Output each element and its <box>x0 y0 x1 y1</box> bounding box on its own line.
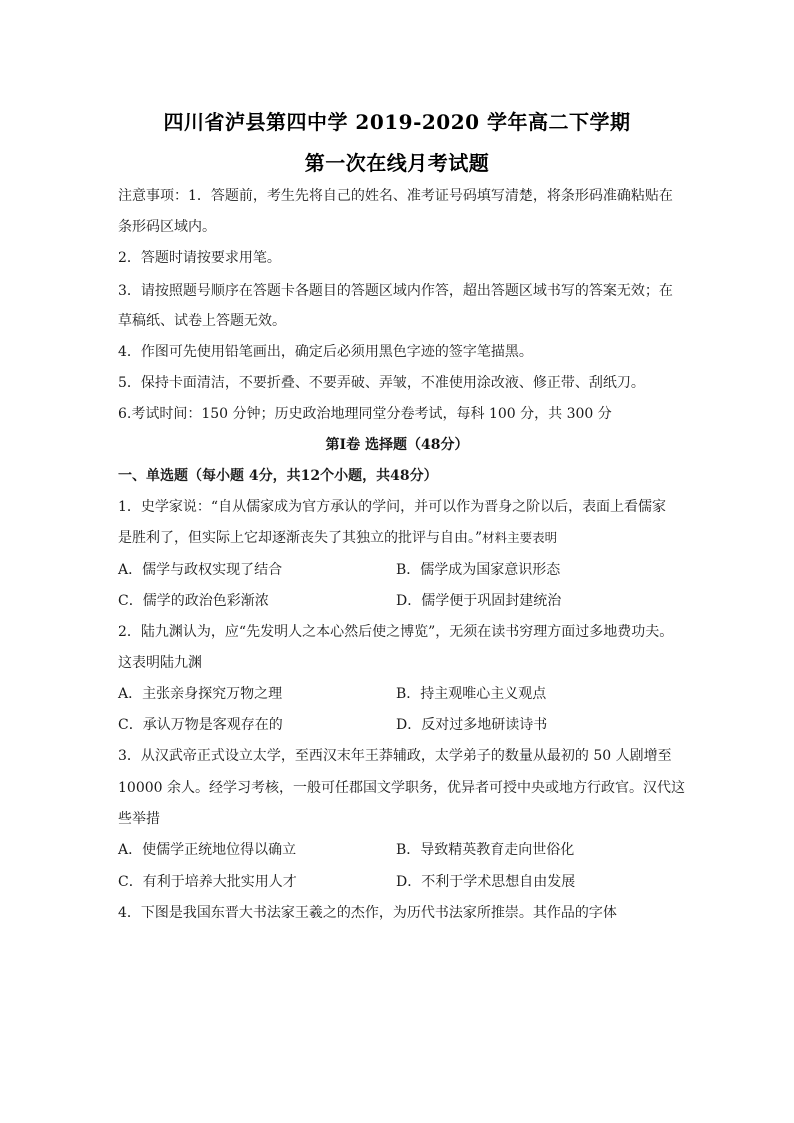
note-6: 6.考试时间：150 分钟；历史政治地理同堂分卷考试，每科 100 分，共 300 分 <box>118 406 612 422</box>
q2-option-b: B．持主观唯心主义观点 <box>396 686 547 702</box>
q3-option-d: D．不利于学术思想自由发展 <box>396 874 576 890</box>
q1-option-b: B．儒学成为国家意识形态 <box>396 562 561 578</box>
q4-stem-a: 4．下图是我国东晋大书法家王羲之的杰作，为历代书法家所推崇。其作品的字体 <box>118 905 617 921</box>
note-2: 2．答题时请按要求用笔。 <box>118 250 281 266</box>
q1-stem-b-tail: 材料主要表明 <box>482 530 558 545</box>
q2-stem-b: 这表明陆九渊 <box>118 655 202 671</box>
note-1b: 条形码区域内。 <box>118 219 216 235</box>
q2-option-a: A．主张亲身探究万物之理 <box>118 686 283 702</box>
q2-stem-a: 2．陆九渊认为，应“先发明人之本心然后使之博览”，无须在读书穷理方面过多地费功夫。 <box>118 624 674 640</box>
exam-title-line2: 第一次在线月考试题 <box>304 151 490 175</box>
q2-option-d: D．反对过多地研读诗书 <box>396 717 548 733</box>
exam-title-line1: 四川省泸县第四中学 2019-2020 学年高二下学期 <box>163 110 631 134</box>
note-3b: 草稿纸、试卷上答题无效。 <box>118 313 286 329</box>
q3-option-c: C．有利于培养大批实用人才 <box>118 874 297 890</box>
note-5: 5．保持卡面清洁，不要折叠、不要弄破、弄皱，不准使用涂改液、修正带、刮纸刀。 <box>118 375 645 391</box>
q3-option-b: B．导致精英教育走向世俗化 <box>396 842 575 858</box>
q1-option-c: C．儒学的政治色彩渐浓 <box>118 593 269 609</box>
note-1a: 注意事项：1．答题前，考生先将自己的姓名、准考证号码填写清楚，将条形码准确粘贴在 <box>118 188 673 204</box>
note-3a: 3．请按照题号顺序在答题卡各题目的答题区域内作答，超出答题区域书写的答案无效；在 <box>118 283 673 299</box>
section-subtitle: 一、单选题（每小题 4分，共12个小题，共48分） <box>118 468 438 484</box>
q3-stem-a: 3．从汉武帝正式设立太学，至西汉末年王莽辅政，太学弟子的数量从最初的 50 人剧增至 <box>118 748 672 764</box>
q1-option-a: A．儒学与政权实现了结合 <box>118 562 283 578</box>
q3-option-a: A．使儒学正统地位得以确立 <box>118 842 297 858</box>
q1-stem-b-main: 是胜利了，但实际上它却逐渐丧失了其独立的批评与自由。” <box>118 530 483 546</box>
section-title: 第Ⅰ卷 选择题（48分） <box>325 437 469 453</box>
q1-option-d: D．儒学便于巩固封建统治 <box>396 593 562 609</box>
note-4: 4．作图可先使用铅笔画出，确定后必须用黑色字迹的签字笔描黑。 <box>118 344 533 360</box>
q2-option-c: C．承认万物是客观存在的 <box>118 717 283 733</box>
q1-stem-b <box>118 528 557 548</box>
q3-stem-b: 10000 余人。经学习考核，一般可任郡国文学职务，优异者可授中央或地方行政官。汉代这 <box>118 780 685 796</box>
q3-stem-c: 些举措 <box>118 811 160 827</box>
q1-stem-a: 1．史学家说：“自从儒家成为官方承认的学问，并可以作为晋身之阶以后，表面上看儒家 <box>118 499 667 515</box>
